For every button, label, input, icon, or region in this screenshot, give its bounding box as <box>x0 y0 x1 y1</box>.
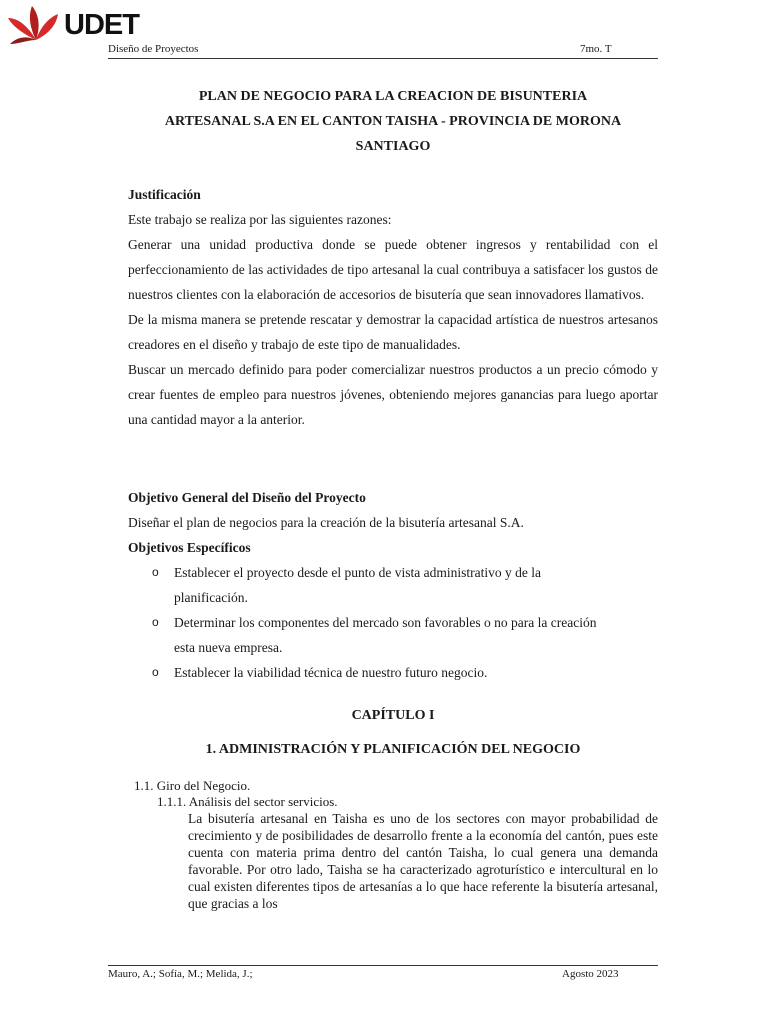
subsubsection-heading: 1.1.1. Análisis del sector servicios. <box>157 794 338 809</box>
header-course: Diseño de Proyectos <box>108 43 199 55</box>
list-item <box>128 610 604 660</box>
chapter-heading: CAPÍTULO I <box>351 708 435 723</box>
objetivo-item-2: Determinar los componentes del mercado son favorables o no para la creación esta nueva empresa. <box>174 615 597 655</box>
udet-logo <box>6 4 139 46</box>
objetivos-section <box>128 485 658 685</box>
justificacion-paragraph-2: De la misma manera se pretende rescatar y demostrar la capacidad artística de nuestros artesanos creadores en el diseño y trabajo de este tipo de manualidades. <box>128 312 658 352</box>
logo-text: UDET <box>64 9 139 41</box>
subsection-heading: 1.1. Giro del Negocio. <box>134 778 251 793</box>
section-heading: 1. ADMINISTRACIÓN Y PLANIFICACIÓN DEL NEGOCIO <box>205 742 581 757</box>
justificacion-intro: Este trabajo se realiza por las siguientes razones: <box>128 212 392 227</box>
footer-divider <box>108 965 658 966</box>
list-item <box>128 560 604 610</box>
justificacion-heading: Justificación <box>128 187 201 202</box>
bullet-marker: o <box>152 665 159 679</box>
sector-analysis-paragraph: La bisutería artesanal en Taisha es uno de los sectores con mayor probabilidad de crecimiento y de posibilidades de desarrollo frente a la economía del cantón, pues este cuenta con materia prima dentro del cantón Taisha, lo cual genera una demanda favorable. Por otro lado, Taisha se ha caracterizado agroturístico e intercultural en lo cual existen diferentes tipos de artesanías a lo que hace referente la bisutería artesanal, que gracias a los <box>188 811 658 911</box>
justificacion-paragraph-1: Generar una unidad productiva donde se puede obtener ingresos y rentabilidad con el perfeccionamiento de las actividades de tipo artesanal la cual contribuya a satisfacer los gustos de nuestros clientes con la elaboración de accesorios de bisutería que sean innovadores llamativos. <box>128 237 658 302</box>
justificacion-paragraph-3: Buscar un mercado definido para poder comercializar nuestros productos a un precio cómodo y crear fuentes de empleo para nuestros jóvenes, obteniendo mejores ganancias para luego aportar una cantidad mayor a la anterior. <box>128 362 658 427</box>
objetivos-list <box>128 560 658 685</box>
bullet-marker: o <box>152 565 159 579</box>
objetivo-item-1: Establecer el proyecto desde el punto de vista administrativo y de la planificación. <box>174 565 542 605</box>
title-line-2: ARTESANAL S.A EN EL CANTON TAISHA - PROVINCIA DE MORONA <box>164 114 622 129</box>
objetivo-general-heading: Objetivo General del Diseño del Proyecto <box>128 490 366 505</box>
objetivo-general-text: Diseñar el plan de negocios para la creación de la bisutería artesanal S.A. <box>128 515 524 530</box>
footer-date: Agosto 2023 <box>562 968 619 980</box>
bullet-marker: o <box>152 615 159 629</box>
list-item <box>128 660 604 685</box>
objetivos-especificos-heading: Objetivos Específicos <box>128 540 251 555</box>
header-semester: 7mo. T <box>580 43 612 55</box>
title-line-1: PLAN DE NEGOCIO PARA LA CREACION DE BISUNTERIA <box>198 89 588 104</box>
objetivo-item-3: Establecer la viabilidad técnica de nuestro futuro negocio. <box>174 665 488 680</box>
justificacion-section <box>128 182 658 432</box>
title-line-3: SANTIAGO <box>355 139 431 154</box>
document-title <box>128 84 658 159</box>
page-header <box>108 42 658 59</box>
footer-authors: Mauro, A.; Sofía, M.; Melida, J.; <box>108 968 253 980</box>
udet-flower-icon <box>6 4 64 46</box>
